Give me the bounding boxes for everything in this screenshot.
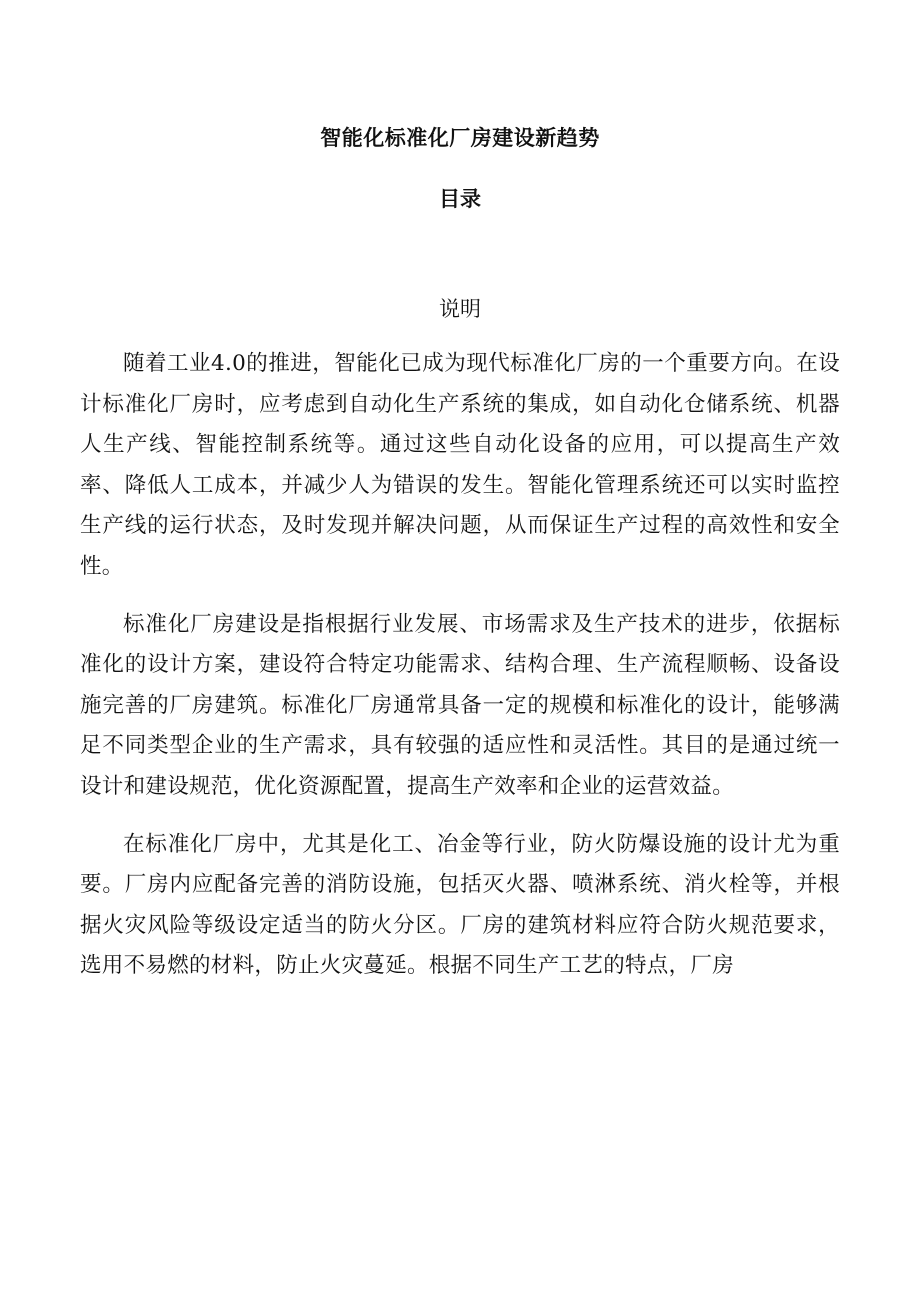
- toc-heading: 目录: [439, 186, 481, 211]
- document-body: [80, 344, 840, 1004]
- section-heading: 说明: [439, 297, 481, 321]
- paragraph: 标准化厂房建设是指根据行业发展、市场需求及生产技术的进步，依据标准化的设计方案，建设符合特定功能需求、结构合理、生产流程顺畅、设备设施完善的厂房建筑。标准化厂房通常具备一定的规模和标准化的设计，能够满足不同类型企业的生产需求，具有较强的适应性和灵活性。其目的是通过统一设计和建设规范，优化资源配置，提高生产效率和企业的运营效益。: [80, 611, 840, 799]
- paragraph: 随着工业4.0的推进，智能化已成为现代标准化厂房的一个重要方向。在设计标准化厂房时，应考虑到自动化生产系统的集成，如自动化仓储系统、机器人生产线、智能控制系统等。通过这些自动化设备的应用，可以提高生产效率、降低人工成本，并减少人为错误的发生。智能化管理系统还可以实时监控生产线的运行状态，及时发现并解决问题，从而保证生产过程的高效性和安全性。: [80, 351, 840, 579]
- paragraph: 在标准化厂房中，尤其是化工、冶金等行业，防火防爆设施的设计尤为重要。厂房内应配备完善的消防设施，包括灭火器、喷淋系统、消火栓等，并根据火灾风险等级设定适当的防火分区。厂房的建筑材料应符合防火规范要求，选用不易燃的材料，防止火灾蔓延。根据不同生产工艺的特点，厂房: [80, 831, 840, 979]
- document-title: 智能化标准化厂房建设新趋势: [320, 125, 600, 150]
